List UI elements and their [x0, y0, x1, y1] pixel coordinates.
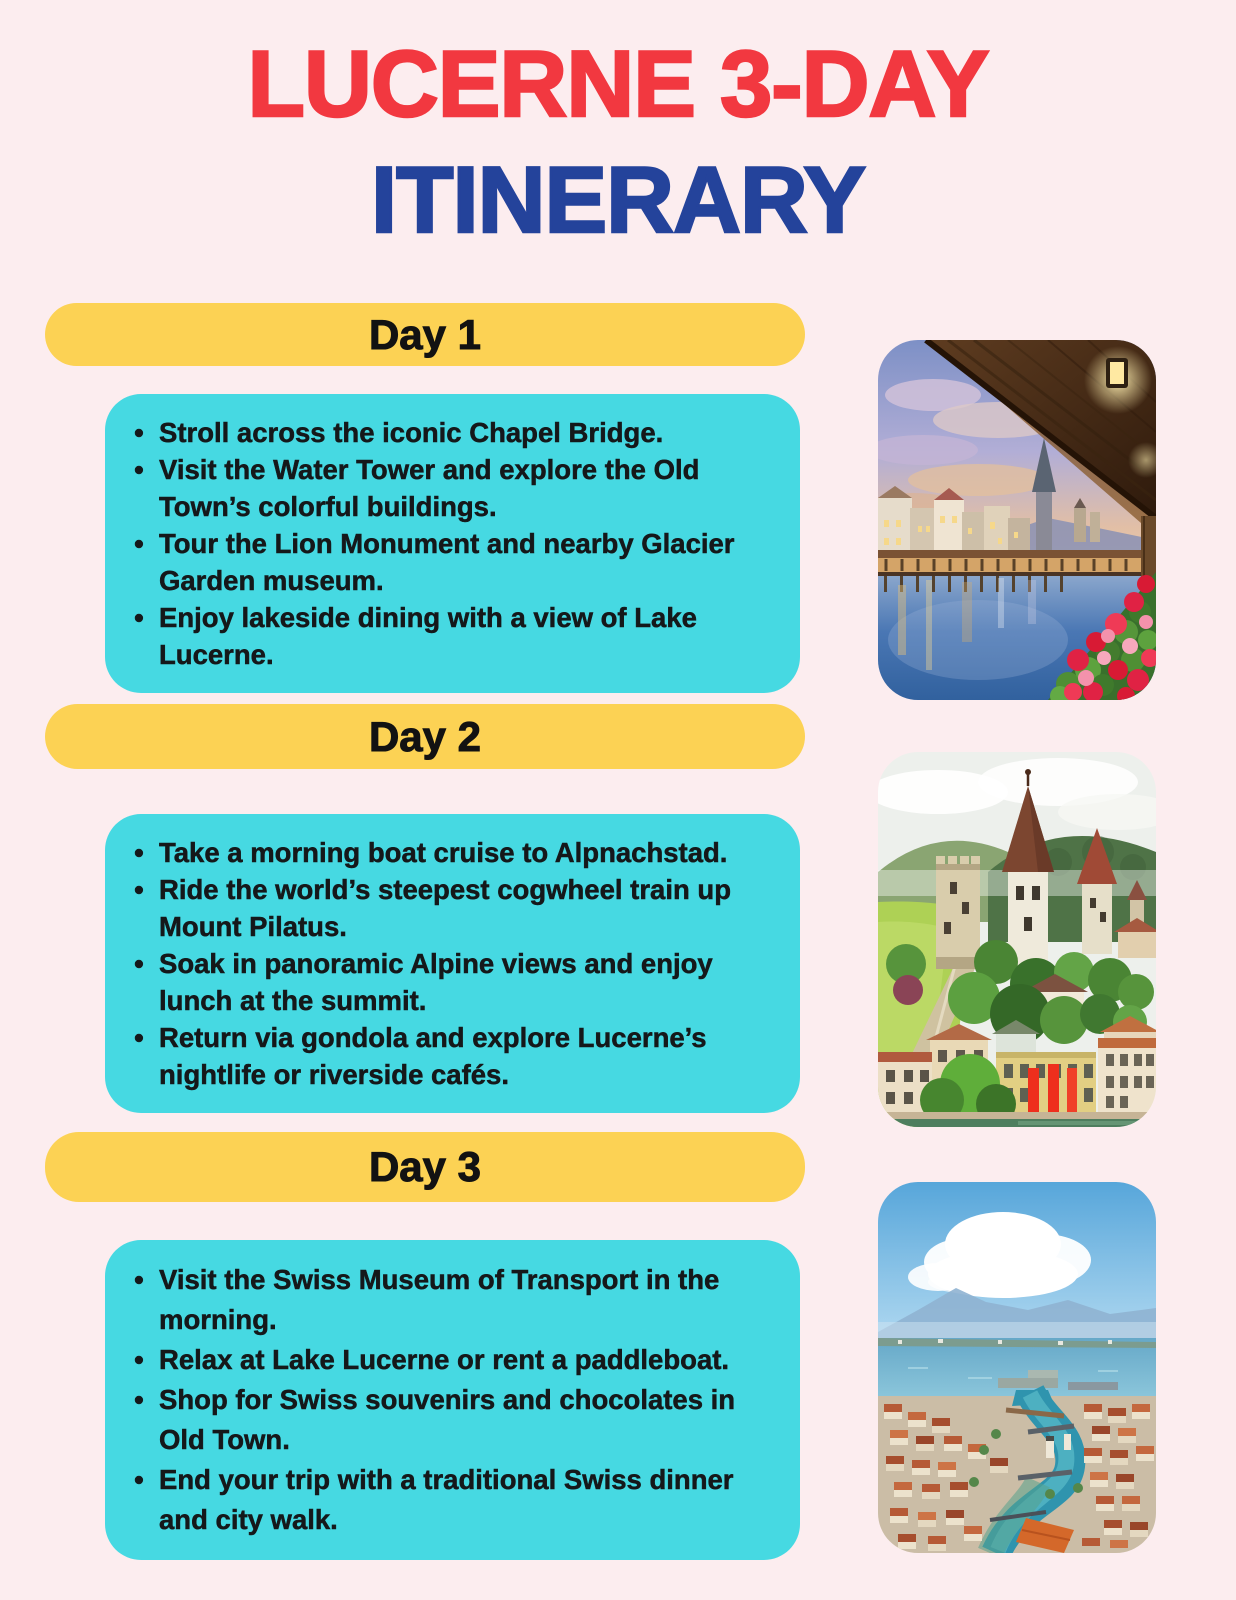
poster-title	[0, 26, 1236, 258]
list-item	[119, 871, 776, 945]
day-1-label: Day 1	[368, 310, 482, 358]
bullet-icon: •	[134, 602, 144, 633]
day-2-activity-list	[119, 834, 776, 1093]
activity-text: Soak in panoramic Alpine views and enjoy lunch at the summit.	[159, 948, 713, 1016]
title-line-2: ITINERARY	[370, 147, 866, 252]
bullet-icon: •	[134, 1264, 144, 1295]
activity-text: End your trip with a traditional Swiss dinner and city walk.	[159, 1464, 734, 1535]
activity-text: Shop for Swiss souvenirs and chocolates in Old Town.	[159, 1384, 736, 1455]
activity-text: Ride the world’s steepest cogwheel train up Mount Pilatus.	[159, 874, 732, 942]
day-3-header	[45, 1132, 805, 1202]
activity-text: Visit the Water Tower and explore the Old Town’s colorful buildings.	[159, 454, 700, 522]
list-item	[119, 945, 776, 1019]
activity-text: Visit the Swiss Museum of Transport in the morning.	[159, 1264, 720, 1335]
list-item	[119, 451, 776, 525]
day-1-card	[105, 394, 800, 693]
list-item	[119, 834, 776, 871]
bullet-icon: •	[134, 1464, 144, 1495]
day-1-photo	[878, 340, 1156, 700]
list-item	[119, 1380, 776, 1460]
bullet-icon: •	[134, 454, 144, 485]
day-2-photo	[878, 752, 1156, 1127]
day-3-photo	[878, 1182, 1156, 1553]
bullet-icon: •	[134, 1022, 144, 1053]
day-2-label: Day 2	[368, 712, 482, 760]
activity-text: Stroll across the iconic Chapel Bridge.	[159, 417, 664, 448]
day-2-card	[105, 814, 800, 1113]
list-item	[119, 1340, 776, 1380]
bullet-icon: •	[134, 528, 144, 559]
bullet-icon: •	[134, 1384, 144, 1415]
activity-text: Enjoy lakeside dining with a view of Lake Lucerne.	[159, 602, 697, 670]
bullet-icon: •	[134, 1344, 144, 1375]
chapel-bridge-dusk-illustration	[878, 340, 1156, 700]
day-1-header	[45, 303, 805, 366]
activity-text: Relax at Lake Lucerne or rent a paddleboat.	[159, 1344, 730, 1375]
day-3-card	[105, 1240, 800, 1560]
list-item	[119, 599, 776, 673]
activity-text: Return via gondola and explore Lucerne’s nightlife or riverside cafés.	[159, 1022, 707, 1090]
day-3-label: Day 3	[368, 1143, 482, 1190]
bullet-icon: •	[134, 837, 144, 868]
day-1-activity-list	[119, 414, 776, 673]
list-item	[119, 525, 776, 599]
activity-text: Take a morning boat cruise to Alpnachstad.	[159, 837, 728, 868]
list-item	[119, 1460, 776, 1540]
musegg-towers-illustration	[878, 752, 1156, 1127]
lucerne-aerial-illustration	[878, 1182, 1156, 1553]
bullet-icon: •	[134, 948, 144, 979]
list-item	[119, 1019, 776, 1093]
list-item	[119, 1260, 776, 1340]
title-line-1: LUCERNE 3-DAY	[247, 31, 989, 136]
activity-text: Tour the Lion Monument and nearby Glacier Garden museum.	[159, 528, 735, 596]
bullet-icon: •	[134, 417, 144, 448]
list-item	[119, 414, 776, 451]
day-3-activity-list	[119, 1260, 776, 1540]
bullet-icon: •	[134, 874, 144, 905]
day-2-header	[45, 704, 805, 769]
